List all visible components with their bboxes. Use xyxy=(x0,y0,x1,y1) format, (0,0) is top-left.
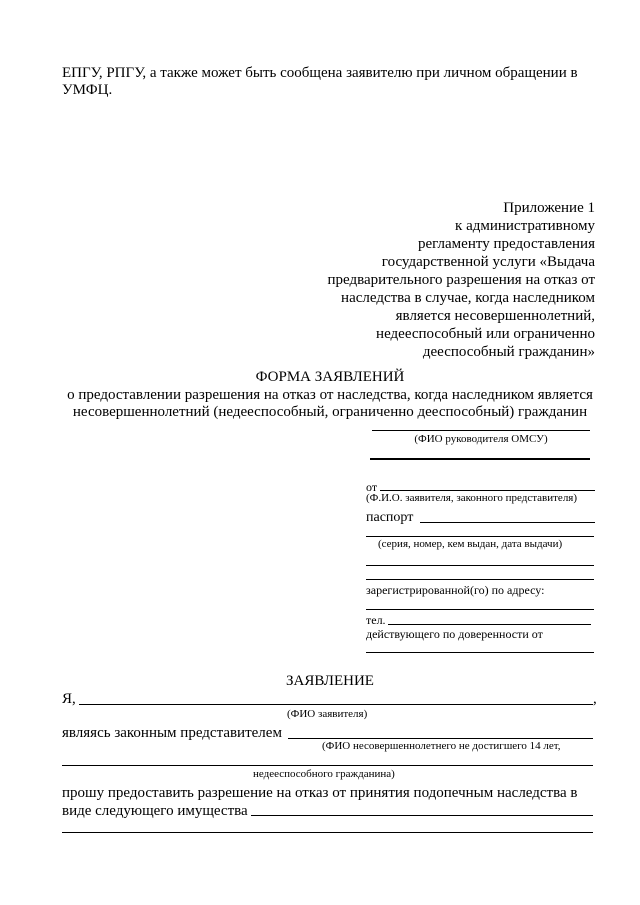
appendix-line: Приложение 1 xyxy=(503,200,595,216)
i-label: Я, xyxy=(62,691,76,707)
passport-field-line-3[interactable] xyxy=(366,565,594,566)
appendix-line: является несовершеннолетний, xyxy=(395,308,595,324)
form-subtitle-line-1: о предоставлении разрешения на отказ от наследства, когда наследником является xyxy=(67,387,593,403)
passport-label: паспорт xyxy=(366,510,414,525)
applicant-name-line[interactable] xyxy=(79,704,593,705)
head-name-line-2[interactable] xyxy=(370,458,590,460)
address-field-line[interactable] xyxy=(366,609,594,610)
appendix-line: наследства в случае, когда наследником xyxy=(341,290,595,306)
appendix-line: дееспособный гражданин» xyxy=(422,344,595,360)
intro-line-1: ЕПГУ, РПГУ, а также может быть сообщена заявителю при личном обращении в xyxy=(62,65,578,81)
appendix-line: регламенту предоставления xyxy=(417,236,595,252)
appendix-line: предварительного разрешения на отказ от xyxy=(327,272,595,288)
head-name-caption: (ФИО руководителя ОМСУ) xyxy=(414,433,548,445)
request-line-2: виде следующего имущества xyxy=(62,803,248,819)
appendix-block xyxy=(275,199,595,361)
registered-label: зарегистрированной(го) по адресу: xyxy=(366,583,545,597)
appendix-line: государственной услуги «Выдача xyxy=(381,254,595,270)
from-label: от xyxy=(366,480,378,494)
head-name-line[interactable] xyxy=(372,430,590,431)
passport-field-line-4[interactable] xyxy=(366,579,594,580)
phone-field-line[interactable] xyxy=(388,624,591,625)
intro-line-2: УМФЦ. xyxy=(62,82,113,98)
applicant-name-caption: (ФИО заявителя) xyxy=(287,708,368,720)
passport-field-line[interactable] xyxy=(420,522,595,523)
passport-field-line-2[interactable] xyxy=(366,536,594,537)
proxy-field-line[interactable] xyxy=(366,652,594,653)
property-field-line[interactable] xyxy=(251,815,593,816)
incapable-caption: недееспособного гражданина) xyxy=(253,768,395,780)
request-line-1: прошу предоставить разрешение на отказ от принятия подопечным наследства в xyxy=(62,785,578,801)
statement-heading: ЗАЯВЛЕНИЕ xyxy=(286,673,374,689)
minor-name-line[interactable] xyxy=(288,738,593,739)
minor-caption: (ФИО несовершеннолетнего не достигшего 14 лет, xyxy=(322,740,561,752)
appendix-line: недееспособный или ограниченно xyxy=(376,326,595,342)
form-heading: ФОРМА ЗАЯВЛЕНИЙ xyxy=(255,369,405,385)
phone-label: тел. xyxy=(366,613,386,627)
from-field-line[interactable] xyxy=(380,490,595,491)
property-field-line-2[interactable] xyxy=(62,832,593,833)
minor-name-line-2[interactable] xyxy=(62,765,593,766)
comma: , xyxy=(593,691,597,707)
passport-caption: (серия, номер, кем выдан, дата выдачи) xyxy=(378,538,563,550)
proxy-label: действующего по доверенности от xyxy=(366,627,543,641)
representative-label: являясь законным представителем xyxy=(62,725,282,741)
appendix-line: к административному xyxy=(455,218,595,234)
applicant-caption: (Ф.И.О. заявителя, законного представителя) xyxy=(366,492,578,504)
form-subtitle-line-2: несовершеннолетний (недееспособный, ограниченно дееспособный) гражданин xyxy=(72,404,588,420)
